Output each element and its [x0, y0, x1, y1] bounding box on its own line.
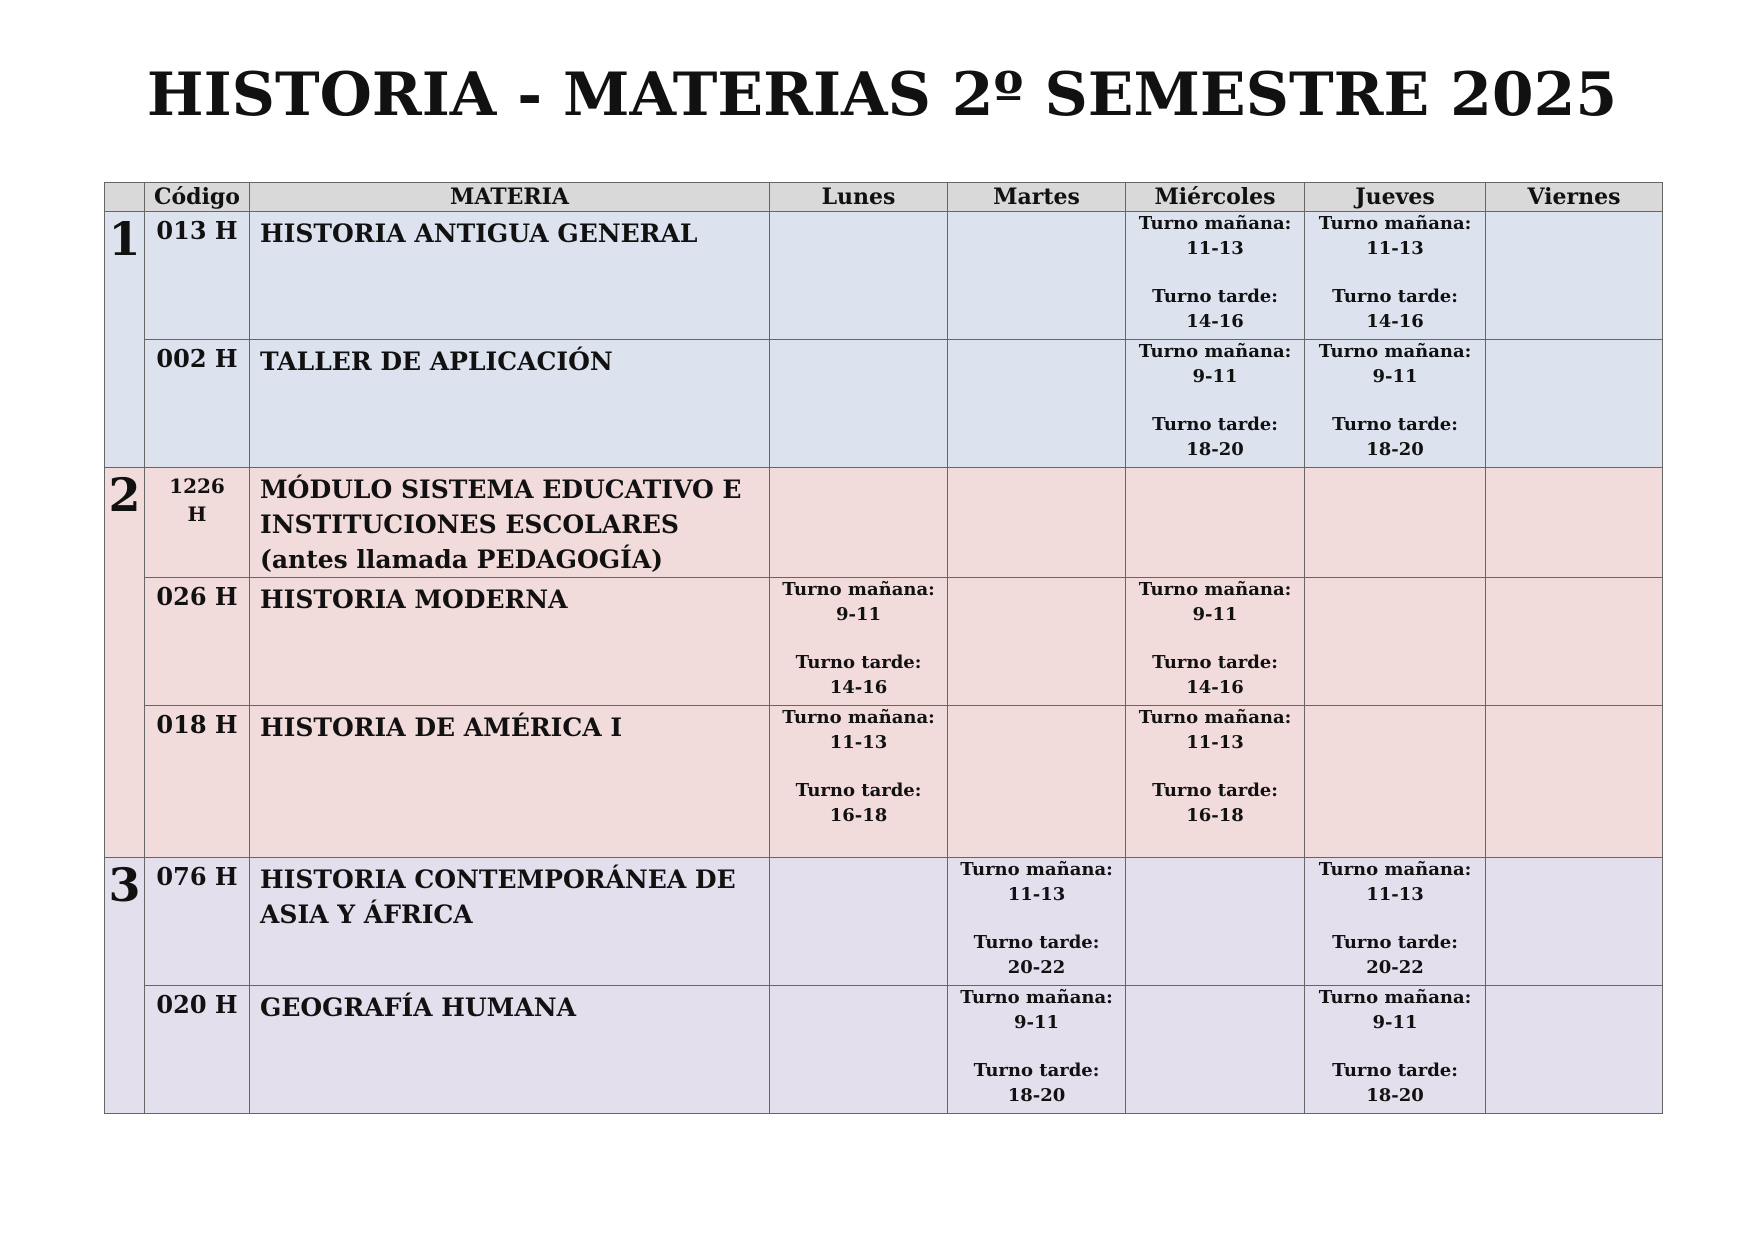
header-viernes: Viernes [1486, 183, 1663, 212]
table-row [105, 212, 1663, 340]
table-row [105, 858, 1663, 986]
cell-viernes [1486, 340, 1663, 468]
cell-viernes [1486, 858, 1663, 986]
cell-martes [948, 468, 1126, 578]
course-code: 026 H [145, 578, 250, 706]
cell-jueves: Turno mañana: 9-11 Turno tarde: 18-20 [1305, 986, 1486, 1114]
cell-miercoles [1126, 468, 1305, 578]
cell-miercoles: Turno mañana: 9-11 Turno tarde: 18-20 [1126, 340, 1305, 468]
cell-jueves [1305, 706, 1486, 858]
cell-lunes: Turno mañana: 9-11 Turno tarde: 14-16 [770, 578, 948, 706]
cell-viernes [1486, 986, 1663, 1114]
course-code: 1226 H [145, 468, 250, 578]
cell-lunes [770, 340, 948, 468]
cell-miercoles [1126, 858, 1305, 986]
header-row [105, 183, 1663, 212]
cell-miercoles [1126, 986, 1305, 1114]
header-year [105, 183, 145, 212]
cell-miercoles: Turno mañana: 11-13 Turno tarde: 14-16 [1126, 212, 1305, 340]
cell-martes [948, 578, 1126, 706]
cell-lunes [770, 212, 948, 340]
cell-martes [948, 340, 1126, 468]
cell-miercoles: Turno mañana: 11-13 Turno tarde: 16-18 [1126, 706, 1305, 858]
cell-miercoles: Turno mañana: 9-11 Turno tarde: 14-16 [1126, 578, 1305, 706]
cell-martes: Turno mañana: 9-11 Turno tarde: 18-20 [948, 986, 1126, 1114]
page-title: HISTORIA - MATERIAS 2º SEMESTRE 2025 [146, 60, 1618, 130]
course-name: HISTORIA ANTIGUA GENERAL [250, 212, 770, 340]
table-row [105, 468, 1663, 578]
course-code: 020 H [145, 986, 250, 1114]
course-code: 076 H [145, 858, 250, 986]
table-row [105, 706, 1663, 858]
schedule-table [104, 182, 1663, 1114]
cell-martes [948, 212, 1126, 340]
cell-viernes [1486, 706, 1663, 858]
table-row [105, 986, 1663, 1114]
year-label: 2 [105, 468, 145, 858]
cell-viernes [1486, 468, 1663, 578]
cell-jueves [1305, 578, 1486, 706]
cell-viernes [1486, 578, 1663, 706]
cell-lunes [770, 468, 948, 578]
course-code: 002 H [145, 340, 250, 468]
header-jueves: Jueves [1305, 183, 1486, 212]
course-code: 018 H [145, 706, 250, 858]
course-name: HISTORIA MODERNA [250, 578, 770, 706]
cell-lunes [770, 986, 948, 1114]
course-name: HISTORIA DE AMÉRICA I [250, 706, 770, 858]
header-materia: MATERIA [250, 183, 770, 212]
cell-martes: Turno mañana: 11-13 Turno tarde: 20-22 [948, 858, 1126, 986]
cell-lunes: Turno mañana: 11-13 Turno tarde: 16-18 [770, 706, 948, 858]
cell-viernes [1486, 212, 1663, 340]
cell-jueves [1305, 468, 1486, 578]
header-martes: Martes [948, 183, 1126, 212]
table-row [105, 578, 1663, 706]
course-name: GEOGRAFÍA HUMANA [250, 986, 770, 1114]
cell-jueves: Turno mañana: 11-13 Turno tarde: 20-22 [1305, 858, 1486, 986]
cell-jueves: Turno mañana: 11-13 Turno tarde: 14-16 [1305, 212, 1486, 340]
cell-martes [948, 706, 1126, 858]
table-row [105, 340, 1663, 468]
year-label: 3 [105, 858, 145, 1114]
cell-lunes [770, 858, 948, 986]
course-name: TALLER DE APLICACIÓN [250, 340, 770, 468]
cell-jueves: Turno mañana: 9-11 Turno tarde: 18-20 [1305, 340, 1486, 468]
header-lunes: Lunes [770, 183, 948, 212]
header-codigo: Código [145, 183, 250, 212]
header-miercoles: Miércoles [1126, 183, 1305, 212]
course-name: HISTORIA CONTEMPORÁNEA DE ASIA Y ÁFRICA [250, 858, 770, 986]
course-code: 013 H [145, 212, 250, 340]
course-name: MÓDULO SISTEMA EDUCATIVO E INSTITUCIONES ESCOLARES (antes llamada PEDAGOGÍA) [250, 468, 770, 578]
year-label: 1 [105, 212, 145, 468]
